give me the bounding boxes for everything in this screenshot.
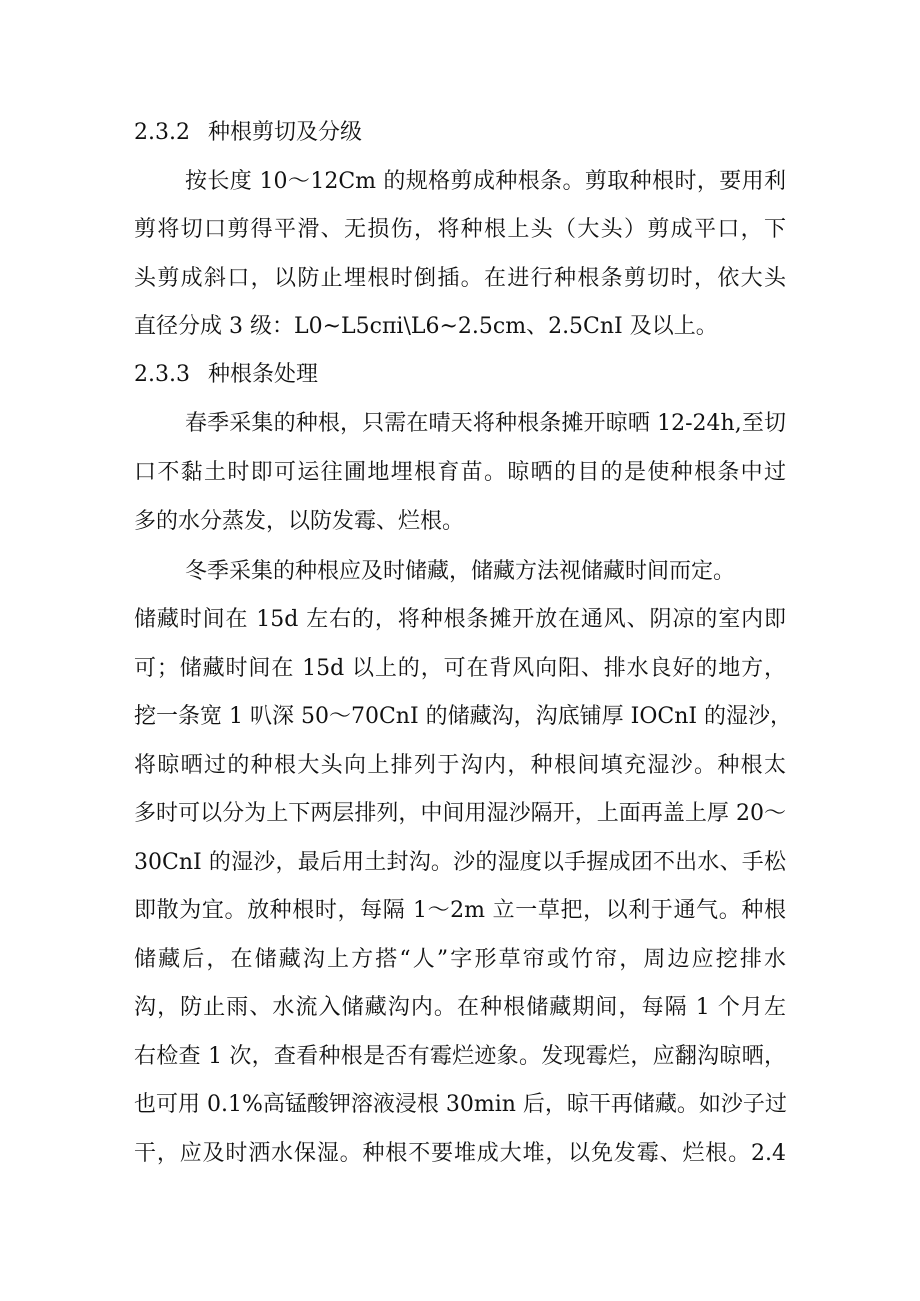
section-title: 种根剪切及分级 xyxy=(208,120,363,145)
paragraph-line: 干，应及时洒水保湿。种根不要堆成大堆，以免发霉、烂根。2.4 xyxy=(134,1141,786,1166)
paragraph-line: 即散为宜。放种根时，每隔 1～2m 立一草把，以利于通气。种根 xyxy=(134,898,787,923)
paragraph-line: 挖一条宽 1 叭深 50～70CnI 的储藏沟，沟底铺厚 IOCnI 的湿沙， xyxy=(134,704,793,729)
paragraph-line: 右检查 1 次，查看种根是否有霉烂迹象。发现霉烂，应翻沟晾晒， xyxy=(134,1044,786,1069)
paragraph-line: 可；储藏时间在 15d 以上的，可在背风向阳、排水良好的地方， xyxy=(134,656,786,681)
paragraph-line: 春季采集的种根，只需在晴天将种根条摊开晾晒 12-24h,至切 xyxy=(185,411,786,436)
paragraph-line: 按长度 10～12Cm 的规格剪成种根条。剪取种根时，要用利 xyxy=(185,169,786,194)
section-heading-2-3-2 xyxy=(134,118,362,148)
paragraph-line: 也可用 0.1%高锰酸钾溶液浸根 30min 后，晾干再储藏。如沙子过 xyxy=(134,1092,787,1117)
section-title: 种根条处理 xyxy=(208,362,319,387)
paragraph-line: 将晾晒过的种根大头向上排列于沟内，种根间填充湿沙。种根太 xyxy=(134,753,786,778)
paragraph-line: 多时可以分为上下两层排列，中间用湿沙隔开，上面再盖上厚 20～ xyxy=(134,801,786,826)
paragraph-line: 多的水分蒸发，以防发霉、烂根。 xyxy=(134,509,465,534)
paragraph-line: 头剪成斜口，以防止埋根时倒插。在进行种根条剪切时，依大头 xyxy=(134,266,786,291)
paragraph-line: 沟，防止雨、水流入储藏沟内。在种根储藏期间，每隔 1 个月左 xyxy=(134,995,786,1020)
paragraph-line: 冬季采集的种根应及时储藏，储藏方法视储藏时间而定。 xyxy=(185,559,736,584)
paragraph-line: 储藏后，在储藏沟上方搭“人”字形草帘或竹帘，周边应挖排水 xyxy=(134,947,786,972)
paragraph-line: 直径分成 3 级：L0~L5cπi\L6~2.5cm、2.5CnI 及以上。 xyxy=(134,314,718,339)
section-number: 2.3.2 xyxy=(134,120,190,145)
section-number: 2.3.3 xyxy=(134,362,190,387)
paragraph-line: 储藏时间在 15d 左右的，将种根条摊开放在通风、阴凉的室内即 xyxy=(134,607,786,632)
paragraph-line: 口不黏土时即可运往圃地埋根育苗。晾晒的目的是使种根条中过 xyxy=(134,460,786,485)
paragraph-line: 30CnI 的湿沙，最后用土封沟。沙的湿度以手握成团不出水、手松 xyxy=(134,850,786,875)
section-heading-2-3-3 xyxy=(134,360,318,390)
paragraph-line: 剪将切口剪得平滑、无损伤，将种根上头（大头）剪成平口，下 xyxy=(134,217,786,242)
